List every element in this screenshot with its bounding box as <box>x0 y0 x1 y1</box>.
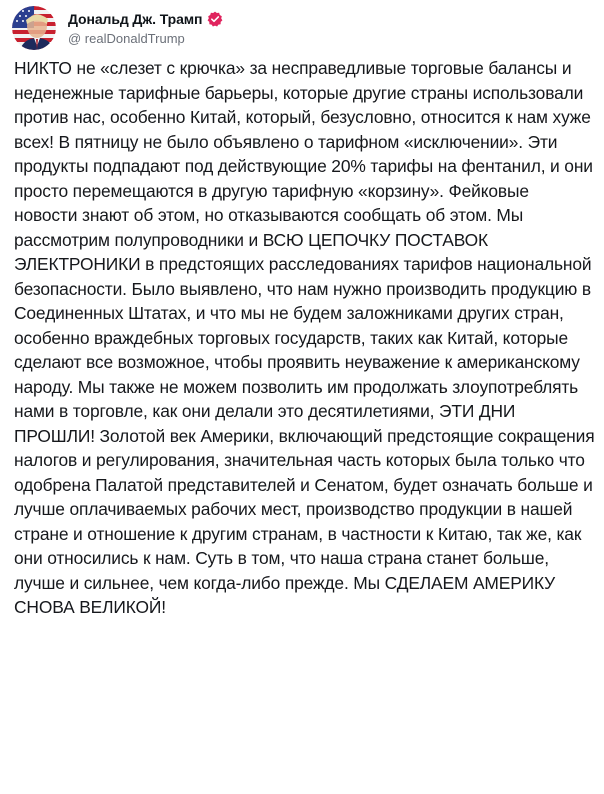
verified-badge-icon <box>207 11 223 27</box>
author-handle[interactable]: @ realDonaldTrump <box>68 31 185 46</box>
author-name-row <box>68 9 223 29</box>
author-display-name[interactable]: Дональд Дж. Трамп <box>68 10 203 27</box>
post-text: НИКТО не «слезет с крючка» за несправедливые торговые балансы и неденежные тарифные барьеры, которые другие страны использовали против нас, особенно Китай, который, безусловно, относится к нам хуже всех! В пятницу не было объявлено о тарифном «исключении». Эти продукты подпадают под действующие 20% тарифы на фентанил, и они просто перемещаются в другую тарифную «корзину». Фейковые новости знают об этом, но отказываются сообщать об этом. Мы рассмотрим полупроводники и ВСЮ ЦЕПОЧКУ ПОСТАВОК ЭЛЕКТРОНИКИ в предстоящих расследованиях тарифов национальной безопасности. Было выявлено, что нам нужно производить продукцию в Соединенных Штатах, и что мы не будем заложниками других стран, особенно враждебных торговых государств, таких как Китай, которые сделают все возможное, чтобы проявить неуважение к американскому народу. Мы также не можем позволить им продолжать злоупотреблять нами в торговле, как они делали это десятилетиями, ЭТИ ДНИ ПРОШЛИ! Золотой век Америки, включающий предстоящие сокращения налогов и регулирования, значительная часть которых была только что одобрена Палатой представителей и Сенатом, будет означать больше и лучше оплачиваемых рабочих мест, производство продукции в нашей стране и отношение к другим странам, в частности к Китаю, так же, как они относились к нам. Суть в том, что наша страна станет больше, лучше и сильнее, чем когда-либо прежде. Мы СДЕЛАЕМ АМЕРИКУ СНОВА ВЕЛИКОЙ! <box>14 58 595 617</box>
author-names <box>68 9 223 48</box>
flag-portrait-avatar[interactable] <box>12 6 56 50</box>
post-header <box>12 5 223 51</box>
